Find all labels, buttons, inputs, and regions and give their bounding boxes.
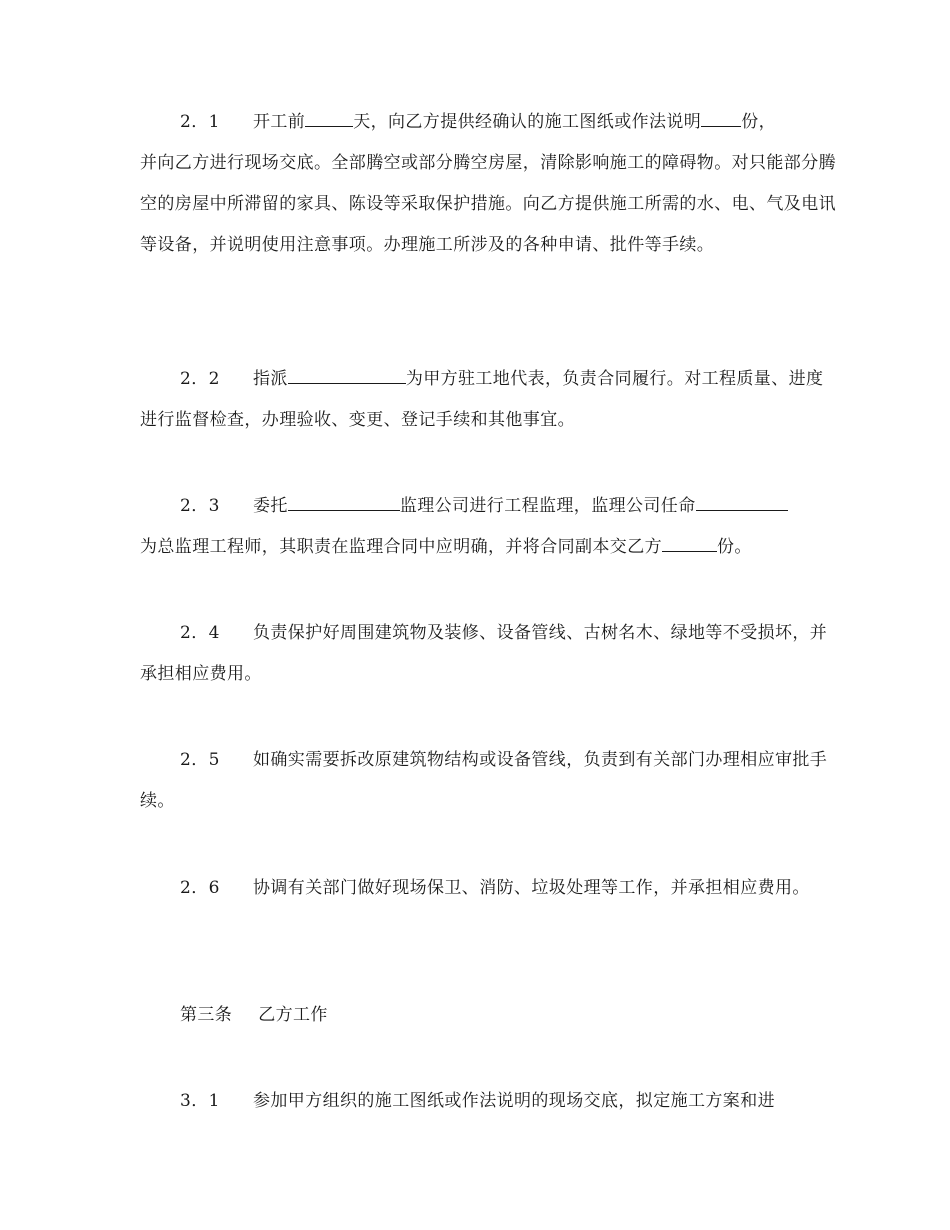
- clause-2-3: [140, 486, 840, 568]
- section-heading: [180, 995, 328, 1036]
- clause-2-6: [140, 868, 840, 909]
- clause-2-1: [140, 102, 840, 266]
- clause-text: 天，向乙方提供经确认的施工图纸或作法说明: [353, 112, 702, 132]
- fill-blank[interactable]: [662, 534, 717, 552]
- clause-text: 协调有关部门做好现场保卫、消防、垃圾处理等工作，并承担相应费用。: [253, 878, 810, 898]
- clause-continuation: 并向乙方进行现场交底。全部腾空或部分腾空房屋，清除影响施工的障碍物。对只能部分腾空的房屋中所滞留的家具、陈设等采取保护措施。向乙方提供施工所需的水、电、气及电讯等设备，并说明使用注意事项。办理施工所涉及的各种申请、批件等手续。: [140, 153, 836, 255]
- clause-number: 2．3: [180, 496, 220, 516]
- clause-number: 2．4: [180, 623, 220, 643]
- clause-2-4: [140, 613, 840, 695]
- clause-text: 参加甲方组织的施工图纸或作法说明的现场交底，拟定施工方案和进: [253, 1091, 775, 1111]
- fill-blank[interactable]: [696, 493, 788, 511]
- clause-text: 份，: [741, 112, 777, 132]
- clause-text: 为甲方驻工地代表，负责合同履行。对工程质量、进度进行监督检查，办理验收、变更、登记手续和其他事宜。: [140, 369, 824, 430]
- clause-text: 如确实需要拆改原建筑物结构或设备管线，负责到有关部门办理相应审批手续。: [140, 750, 828, 811]
- clause-2-2: [140, 359, 840, 441]
- fill-blank[interactable]: [701, 109, 741, 127]
- clause-3-1: [140, 1081, 840, 1122]
- clause-text: 指派: [253, 369, 288, 389]
- clause-2-5: [140, 740, 840, 822]
- clause-text: 份。: [717, 537, 752, 557]
- section-subtitle: 乙方工作: [258, 1005, 328, 1025]
- clause-text: 监理公司进行工程监理，监理公司任命: [399, 496, 696, 516]
- fill-blank[interactable]: [288, 493, 400, 511]
- clause-text: 为总监理工程师，其职责在监理合同中应明确，并将合同副本交乙方: [140, 537, 662, 557]
- clause-text: 委托: [253, 496, 288, 516]
- fill-blank[interactable]: [305, 109, 353, 127]
- clause-text: 负责保护好周围建筑物及装修、设备管线、古树名木、绿地等不受损坏，并承担相应费用。: [140, 623, 828, 684]
- clause-number: 2．2: [180, 369, 220, 389]
- clause-number: 2．1: [180, 112, 220, 132]
- fill-blank[interactable]: [288, 366, 406, 384]
- clause-number: 3．1: [180, 1091, 220, 1111]
- section-title: 第三条: [180, 1005, 233, 1025]
- clause-number: 2．6: [180, 878, 220, 898]
- clause-text: 开工前: [253, 112, 306, 132]
- clause-number: 2．5: [180, 750, 220, 770]
